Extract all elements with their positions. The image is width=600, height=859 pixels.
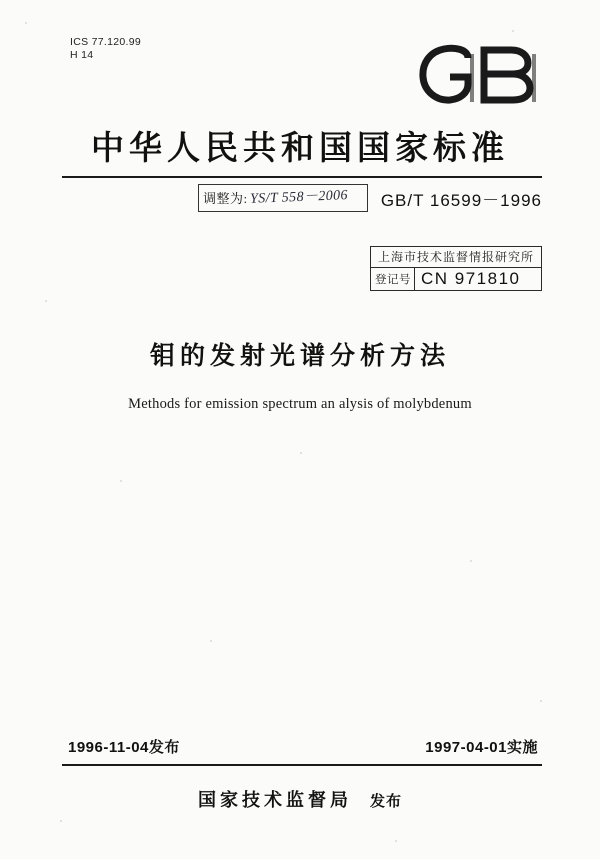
gb-logo-icon [412,44,542,106]
national-standard-title: 中华人民共和国国家标准 [91,131,509,167]
standard-number: GB/T 16599－1996 [380,191,542,210]
scan-speckle [512,30,514,32]
document-title-english: Methods for emission spectrum an alysis of molybdenum [128,396,472,412]
stamp-organization: 上海市技术监督情报研究所 [371,247,541,268]
scan-speckle [300,452,302,454]
document-title-chinese: 钼的发射光谱分析方法 [149,343,450,370]
effective-date: 1997-04-01实施 [425,739,538,756]
scan-speckle [540,700,542,702]
stamp-register-label: 登记号 [375,274,411,286]
adjusted-standard-value: YS/T 558－2006 [249,188,349,207]
stamp-register-code: CN 971810 [414,268,541,290]
scan-speckle [60,820,62,822]
scan-speckle [210,640,212,642]
scan-speckle [395,840,397,842]
adjusted-standard-label: 调整为: [203,191,248,206]
issuer-line [0,786,600,812]
scan-speckle [25,22,27,24]
divider-bottom [62,764,542,766]
publish-label: 发布 [369,794,402,810]
ics-block [70,36,141,62]
scan-speckle [470,560,472,562]
issue-date: 1996-11-04发布 [68,739,180,756]
registration-stamp [370,246,542,291]
scan-speckle [45,300,47,302]
ics-code: ICS 77.120.99 [70,36,142,48]
classification-code: H 14 [70,49,94,61]
divider-top [62,176,542,178]
issuer-name: 国家技术监督局 [197,790,352,810]
scan-speckle [120,480,122,482]
stamp-register-row [371,268,541,290]
